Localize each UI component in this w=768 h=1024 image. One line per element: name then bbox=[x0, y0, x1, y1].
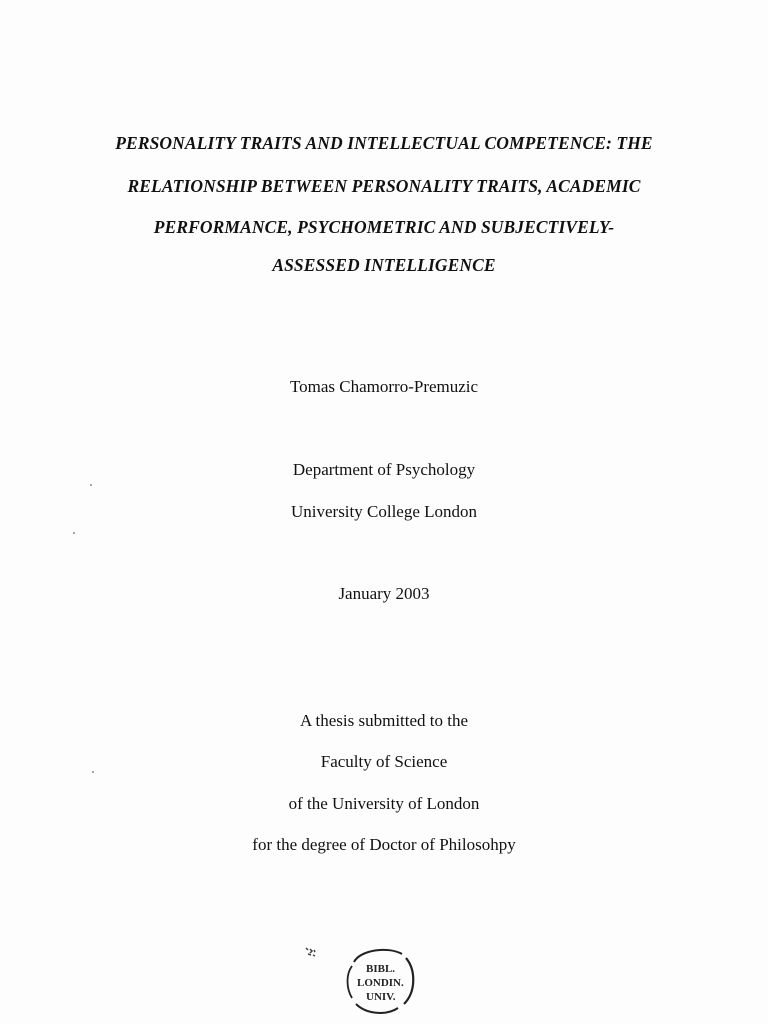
stamp-text-2: LONDIN. bbox=[357, 977, 404, 989]
title-line-3: PERFORMANCE, PSYCHOMETRIC AND SUBJECTIVELY- bbox=[153, 217, 615, 237]
submission-date: January 2003 bbox=[338, 584, 430, 603]
institution: University College London bbox=[290, 502, 478, 521]
library-stamp-icon bbox=[342, 944, 418, 1018]
scan-speck bbox=[90, 484, 92, 486]
title-line-2: RELATIONSHIP BETWEEN PERSONALITY TRAITS, ACADEMIC bbox=[127, 176, 641, 196]
scan-speck bbox=[92, 771, 94, 773]
author-name: Tomas Chamorro-Premuzic bbox=[289, 377, 479, 396]
scan-speck bbox=[73, 532, 75, 534]
title-line-4: ASSESSED INTELLIGENCE bbox=[272, 255, 496, 275]
stamp-text-3: UNIV. bbox=[366, 991, 396, 1003]
submission-line-4: for the degree of Doctor of Philosohpy bbox=[252, 835, 516, 854]
title-line-1: PERSONALITY TRAITS AND INTELLECTUAL COMPETENCE: THE bbox=[115, 133, 653, 153]
stamp-text-1: BIBL. bbox=[366, 963, 396, 975]
submission-line-3: of the University of London bbox=[288, 794, 480, 813]
submission-line-2: Faculty of Science bbox=[320, 752, 448, 771]
department: Department of Psychology bbox=[292, 460, 476, 479]
submission-line-1: A thesis submitted to the bbox=[299, 711, 469, 730]
stamp-mark-icon bbox=[298, 944, 328, 964]
